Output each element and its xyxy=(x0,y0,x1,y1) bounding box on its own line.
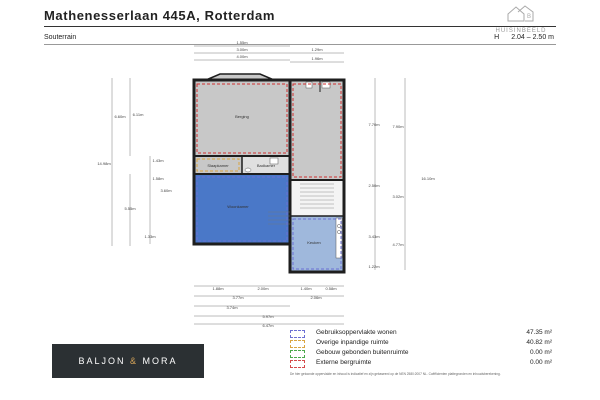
dim-bottom-2: 2.00m xyxy=(257,286,269,291)
room-label-kitchen: Keuken xyxy=(307,240,321,245)
dim-left-2: 6.11m xyxy=(132,112,144,117)
dim-bottom-8: 5.97m xyxy=(262,314,274,319)
legend-label: Gebouw gebonden buitenruimte xyxy=(316,349,409,356)
dim-left-4: 1.43m xyxy=(152,158,164,163)
area-legend xyxy=(290,329,562,369)
brand-name-right: MORA xyxy=(142,356,178,366)
living-room-fill xyxy=(194,174,290,244)
dim-top-5: 1.96m xyxy=(311,56,323,61)
disclaimer-text: De hier getoonde oppervlakte en inhoud is indicatief en zijn gebaseerd op de NEN 2580:2007 NL. Coëfficienten plattegronden en inhoudsberekening. xyxy=(290,372,501,376)
legend-value: 40.82 m² xyxy=(526,339,552,346)
dim-right-1: 7.70m xyxy=(368,122,380,127)
dim-right-6: 3.43m xyxy=(368,234,380,239)
room-label-storage: Berging xyxy=(235,114,249,119)
dim-bottom-4: 0.58m xyxy=(325,286,337,291)
legend-row xyxy=(290,339,562,349)
legend-swatch xyxy=(290,330,305,338)
legend-swatch xyxy=(290,360,305,368)
legend-value: 0.00 m² xyxy=(529,359,552,366)
legend-label: Overige inpandige ruimte xyxy=(316,339,389,346)
dim-left-7: 5.55m xyxy=(124,206,136,211)
dim-bottom-7: 3.74m xyxy=(226,305,238,310)
dim-left-3: 14.98m xyxy=(97,161,111,166)
legend-label: Externe bergruimte xyxy=(316,359,372,366)
walls-and-rooms xyxy=(194,74,344,272)
dim-right-3: 16.10m xyxy=(421,176,435,181)
page-title: Mathenesserlaan 445A, Rotterdam xyxy=(44,8,276,23)
dim-right-4: 2.50m xyxy=(368,183,380,188)
dim-right-5: 3.02m xyxy=(392,194,404,199)
dim-top-1: 1.55m xyxy=(236,40,248,45)
room-label-living: Woonkamer xyxy=(227,204,249,209)
legend-swatch xyxy=(290,350,305,358)
svg-text:B: B xyxy=(527,14,532,20)
logo-text: HUISINBEELD xyxy=(495,28,547,34)
legend-row xyxy=(290,359,562,369)
dim-right-7: 4.77m xyxy=(392,242,404,247)
dim-right-2: 7.90m xyxy=(392,124,404,129)
legend-value: 0.00 m² xyxy=(529,349,552,356)
brand-name-left: BALJON xyxy=(78,356,126,366)
right-storage-fill xyxy=(290,80,344,180)
dim-left-6: 3.60m xyxy=(160,188,172,193)
legend-value: 47.35 m² xyxy=(526,329,552,336)
dim-left-5: 1.58m xyxy=(152,176,164,181)
stair-area-fill xyxy=(290,180,344,216)
dim-top-4: 1.29m xyxy=(311,47,323,52)
dim-top-3: 4.00m xyxy=(236,54,248,59)
height-label: H xyxy=(494,34,500,41)
legend-row xyxy=(290,349,562,359)
brand-ampersand: & xyxy=(130,356,139,366)
dim-bottom-3: 1.40m xyxy=(300,286,312,291)
dim-right-8: 1.22m xyxy=(368,264,380,269)
height-value: 2.04 – 2.50 m xyxy=(511,34,554,41)
legend-row xyxy=(290,329,562,339)
dim-bottom-5: 3.77m xyxy=(232,295,244,300)
dim-left-8: 1.33m xyxy=(144,234,156,239)
legend-swatch xyxy=(290,340,305,348)
brand-logo xyxy=(52,344,204,378)
room-label-bathroom: Badkamer xyxy=(256,163,276,168)
dim-top-2: 3.00m xyxy=(236,47,248,52)
dim-bottom-1: 1.88m xyxy=(212,286,224,291)
floor-label: Souterrain xyxy=(44,34,77,41)
room-label-bedroom: Slaapkamer xyxy=(207,163,229,168)
dim-bottom-6: 2.06m xyxy=(310,295,322,300)
legend-label: Gebruiksoppervlakte wonen xyxy=(316,329,397,336)
dim-left-1: 6.60m xyxy=(114,114,126,119)
brand-text xyxy=(78,356,177,366)
dim-bottom-9: 6.47m xyxy=(262,323,274,328)
